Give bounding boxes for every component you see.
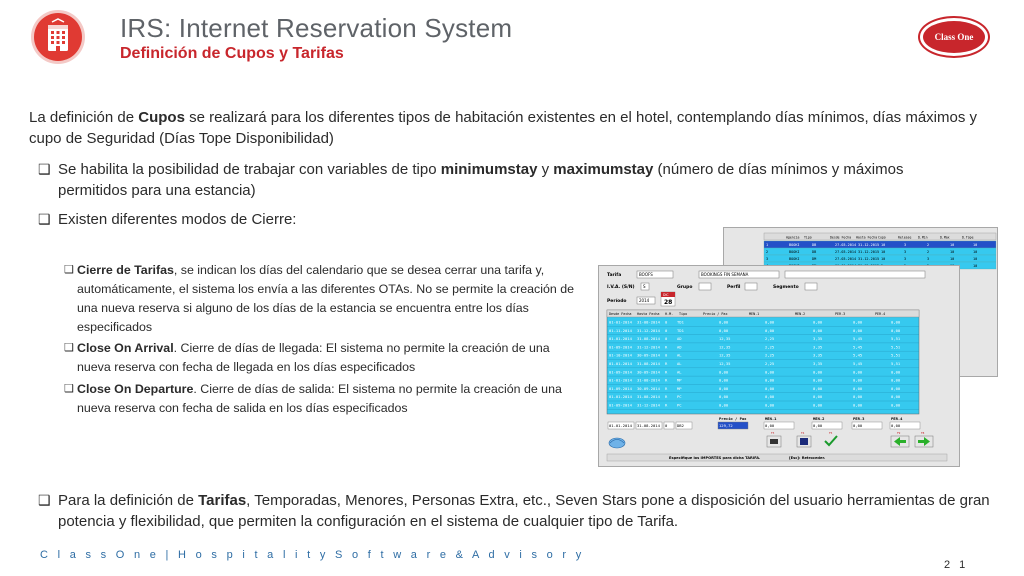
tarifas-cell[interactable]: 0,00 <box>891 394 901 400</box>
class-one-logo-text: Class One <box>934 32 974 42</box>
tarifa-extra-input[interactable] <box>785 271 925 278</box>
intro-text-strong: Cupos <box>138 109 185 126</box>
edit-input-value: 129,72 <box>719 423 733 428</box>
tarifas-cell[interactable]: R <box>665 361 668 366</box>
tarifas-cell[interactable]: 5,45 <box>853 352 863 358</box>
hotel-building-icon <box>34 13 82 61</box>
sub-bullet-strong: Close On Arrival <box>77 341 174 355</box>
cupos-cell: 27-03-2014 <box>835 243 857 247</box>
check-icon[interactable] <box>825 436 837 445</box>
cupos-cell: 31-12-2015 <box>858 257 880 261</box>
tarifas-cell[interactable]: R <box>665 344 668 350</box>
footer-company: C l a s s O n e | H o s p i t a l i t y S o f t w a r e & A d v i s o r y <box>40 549 585 561</box>
bullet-modos-cierre <box>38 209 638 230</box>
tarifas-cell[interactable]: AL <box>677 361 682 366</box>
tarifas-cell[interactable]: 0,00 <box>891 385 901 391</box>
tarifas-cell[interactable]: 0,00 <box>765 319 775 325</box>
tarifas-cell[interactable]: 0,00 <box>853 369 863 375</box>
cupos-cell: 10 <box>950 243 955 247</box>
edit-input-value: 0,00 <box>853 423 863 428</box>
cupos-cell: 3 <box>904 243 907 247</box>
edit-header-cell: MEN.1 <box>765 416 777 421</box>
cupos-cell: 1 <box>766 243 769 247</box>
tarifas-cell[interactable]: 0,00 <box>853 319 863 325</box>
cupos-cell: 31-12-2015 <box>858 250 880 254</box>
calendar-month: DIC <box>663 293 669 297</box>
tarifas-cell[interactable]: 0 <box>665 327 668 333</box>
tarifas-cell[interactable]: 0,00 <box>813 369 823 375</box>
tarifas-cell[interactable]: 01-09-2014 <box>609 344 632 350</box>
tarifas-cell[interactable]: R <box>665 394 668 400</box>
tarifas-form <box>599 266 961 468</box>
bullet-text: y <box>537 161 554 178</box>
calendar-day: 28 <box>664 299 673 306</box>
tarifas-cell[interactable]: 5,51 <box>891 352 901 358</box>
tarifas-cell[interactable]: 0,00 <box>813 402 823 408</box>
sub-bullet-cierre-tarifas <box>64 261 574 337</box>
tarifas-cell[interactable]: 31-08-2014 <box>637 361 660 366</box>
tarifas-cell[interactable]: 0,00 <box>719 327 729 333</box>
status-message: Especifique los IMPORTES para dicha TARIFA. <box>669 456 761 460</box>
tarifas-cell[interactable]: 0,00 <box>813 394 823 400</box>
tarifas-cell[interactable]: 12,35 <box>719 352 731 358</box>
tarifas-cell[interactable]: 0,00 <box>719 319 729 325</box>
perfil-input[interactable] <box>745 283 757 290</box>
edit-input-value: 0,00 <box>813 423 823 428</box>
edit-header-cell: PER.3 <box>853 416 865 421</box>
tarifas-cell[interactable]: 01-09-2014 <box>609 402 632 408</box>
page-title: IRS: Internet Reservation System <box>120 13 513 43</box>
tarifas-cell[interactable]: PC <box>677 394 682 400</box>
tarifas-cell[interactable]: 2,25 <box>765 336 775 342</box>
tarifas-cell[interactable]: 2,25 <box>765 352 775 358</box>
page-number: 2 1 <box>944 559 969 571</box>
tarifas-cell[interactable]: 0,00 <box>813 327 823 333</box>
tarifas-cell[interactable]: 0,00 <box>853 327 863 333</box>
page-subtitle: Definición de Cupos y Tarifas <box>120 45 344 62</box>
checkbox-bullet-icon: ❑ <box>38 211 51 227</box>
tarifas-cell[interactable]: 31-12-2014 <box>637 344 660 350</box>
cupos-header-cell: Desde Fecha <box>830 235 852 240</box>
bullet-text: (número de días mínimos y máximos permitidos para una estancia) <box>58 161 904 199</box>
tarifas-cell[interactable]: 31-12-2014 <box>637 327 660 333</box>
cupos-cell: 10 <box>881 243 886 247</box>
tarifas-cell[interactable]: 0,00 <box>719 385 729 391</box>
tarifas-header-cell: H.M. <box>665 312 674 316</box>
cupos-cell: 3 <box>766 257 769 261</box>
fkey-label: F4 <box>801 431 805 435</box>
tarifas-cell[interactable]: TD1 <box>677 319 684 325</box>
cupos-cell: 10 <box>950 257 955 261</box>
checkbox-bullet-icon: ❑ <box>64 383 74 395</box>
tarifas-cell[interactable]: 0,00 <box>813 319 823 325</box>
tarifas-cell[interactable]: 3,35 <box>813 361 823 366</box>
tarifa-desc-value: BOOKINGS FIN SEMANA <box>701 272 749 277</box>
edit-input-value: 0 <box>665 423 668 428</box>
tarifas-cell[interactable]: 0,00 <box>891 402 901 408</box>
tarifas-cell[interactable]: 0,00 <box>765 385 775 391</box>
cupos-header-cell: D.Tope <box>962 235 974 240</box>
tarifas-header-cell: MEN.2 <box>795 312 806 316</box>
tarifas-cell[interactable]: 31-08-2014 <box>637 377 660 383</box>
fkey-label: F8 <box>921 431 925 435</box>
cupos-cell: 10 <box>973 257 978 261</box>
cupos-cell: 2 <box>927 250 930 254</box>
tarifas-cell[interactable]: 01-09-2014 <box>609 369 632 375</box>
tarifas-cell[interactable]: 0,00 <box>891 319 901 325</box>
sub-bullet-text: . Cierre de días de salida: El sistema no permite la creación de una nueva reserva con fecha de salida en los días especificados <box>77 382 562 415</box>
tarifas-cell[interactable]: MP <box>677 377 682 383</box>
tarifas-cell[interactable]: 0 <box>665 336 668 342</box>
tarifas-cell[interactable]: 01-01-2014 <box>609 394 632 400</box>
tarifas-cell[interactable]: 0,00 <box>765 402 775 408</box>
segmento-input[interactable] <box>805 283 817 290</box>
tarifa-label: Tarifa <box>607 273 622 278</box>
tarifas-cell[interactable]: 5,51 <box>891 336 901 342</box>
tarifas-cell[interactable]: AD <box>677 344 682 350</box>
tarifas-cell[interactable]: 0,00 <box>853 385 863 391</box>
bullet-text: Para la definición de <box>58 492 199 509</box>
checkbox-bullet-icon: ❑ <box>64 342 74 354</box>
cupos-cell: DB <box>812 250 817 254</box>
cupos-header-cell: Agencia <box>786 235 800 240</box>
tarifas-cell[interactable]: 0,00 <box>891 369 901 375</box>
cupos-cell: 31-12-2015 <box>858 243 880 247</box>
tarifas-cell[interactable]: AL <box>677 352 682 358</box>
tarifas-cell[interactable]: 0,00 <box>765 327 775 333</box>
tarifas-cell[interactable]: R <box>665 402 668 408</box>
tarifas-cell[interactable]: 3,35 <box>813 352 823 358</box>
tarifas-header-cell: Desde Fecha <box>609 312 632 316</box>
tarifas-cell[interactable]: TD1 <box>677 327 684 333</box>
tarifas-cell[interactable]: AD <box>677 336 682 342</box>
tarifas-cell[interactable]: 01-01-2014 <box>609 377 632 383</box>
tarifas-cell[interactable]: 0,00 <box>853 377 863 383</box>
cupos-cell: 10 <box>950 250 955 254</box>
arrow-left-icon[interactable] <box>891 436 909 447</box>
tarifa-input-value: BOOFS <box>639 272 653 277</box>
tarifas-cell[interactable]: 2,25 <box>765 361 775 366</box>
edit-header-cell: MEN.2 <box>813 416 825 421</box>
tarifas-cell[interactable]: 30-09-2014 <box>637 385 660 391</box>
tarifas-header-cell: PER.3 <box>835 312 846 316</box>
edit-input-value: 0,00 <box>765 423 775 428</box>
tarifas-cell[interactable]: 30-09-2014 <box>637 352 660 358</box>
tarifas-cell[interactable]: 01-01-2014 <box>609 336 632 342</box>
bullet-tarifas <box>38 490 998 532</box>
checkbox-bullet-icon: ❑ <box>64 264 74 276</box>
cupos-cell: 10 <box>881 257 886 261</box>
class-one-logo <box>918 16 990 58</box>
tarifas-cell[interactable]: 0,00 <box>813 377 823 383</box>
sub-bullet-strong: Cierre de Tarifas <box>77 263 174 277</box>
tarifas-cell[interactable]: 01-01-2014 <box>609 319 632 325</box>
tarifas-cell[interactable]: 3,35 <box>813 344 823 350</box>
segmento-label: Segmento <box>773 285 799 290</box>
intro-text-post: se realizará para los diferentes tipos de habitación existentes en el hotel, contemplando días mínimos, días máximos y cupo de Seguridad (Días Tope Disponibilidad) <box>29 109 978 147</box>
sub-bullet-close-on-arrival <box>64 339 574 377</box>
cupos-cell: BOOKI <box>789 257 800 261</box>
periodo-value: 2014 <box>639 298 650 303</box>
tarifas-cell[interactable]: 0,00 <box>719 369 729 375</box>
bullet-strong: Tarifas <box>198 492 247 509</box>
tarifas-cell[interactable]: 0,00 <box>719 377 729 383</box>
tarifas-cell[interactable]: R <box>665 385 668 391</box>
tarifas-cell[interactable]: 01-11-2014 <box>609 327 632 333</box>
edit-input-value: 31-08-2014 <box>637 423 660 428</box>
sub-bullet-text: , se indican los días del calendario que se desea cerrar una tarifa y, automáticamente, el sistema los envía a las diferentes OTAs. No se permite la creación de una nueva reserva si alguno de los días de la estancia se encuentra entre los días especificados <box>77 263 575 334</box>
tarifas-cell[interactable]: 2,25 <box>765 344 775 350</box>
tarifas-cell[interactable]: AL <box>677 369 682 375</box>
tarifas-cell[interactable]: 5,51 <box>891 361 901 366</box>
cupos-header-cell: Release <box>898 235 912 240</box>
tarifas-cell[interactable]: 0,00 <box>891 327 901 333</box>
tarifas-cell[interactable]: 31-08-2014 <box>637 336 660 342</box>
sub-bullet-text: . Cierre de días de llegada: El sistema no permite la creación de una nueva reserva con fecha de llegada en los días especificados <box>77 341 550 374</box>
cupos-header-cell: D.Min <box>918 235 928 240</box>
cupos-header-cell: Cupo <box>878 235 886 240</box>
cupos-header-cell: D.Max <box>940 235 950 240</box>
checkbox-bullet-icon: ❑ <box>38 492 51 508</box>
cupos-cell: 3 <box>904 250 907 254</box>
cupos-cell: DM <box>812 257 817 261</box>
intro-paragraph <box>29 107 999 149</box>
tarifas-cell[interactable]: 5,45 <box>853 336 863 342</box>
cupos-cell: 27-03-2014 <box>835 250 857 254</box>
tarifas-cell[interactable]: 5,45 <box>853 344 863 350</box>
tarifas-cell[interactable]: 01-10-2014 <box>609 352 632 358</box>
cupos-cell: DB <box>812 243 817 247</box>
cupos-cell: 10 <box>881 250 886 254</box>
tarifas-header-cell: PER.4 <box>875 312 886 316</box>
tarifas-cell[interactable]: 0,00 <box>765 377 775 383</box>
grupo-label: Grupo <box>677 285 693 290</box>
edit-input-value: DB2 <box>677 423 684 428</box>
cupos-header-cell: Tipo <box>804 235 812 240</box>
bullet-strong: minimumstay <box>440 161 538 178</box>
status-bar <box>607 454 947 461</box>
checkbox-bullet-icon: ❑ <box>38 161 51 177</box>
tarifas-cell[interactable]: 31-08-2014 <box>637 319 660 325</box>
tarifas-cell[interactable]: 0,00 <box>853 402 863 408</box>
status-escape: [Esc]: Retroceder. <box>789 456 826 460</box>
tarifas-cell[interactable]: PC <box>677 402 682 408</box>
tarifas-header-cell: MEN.1 <box>749 312 760 316</box>
tarifas-cell[interactable]: 0 <box>665 352 668 358</box>
calendar-icon[interactable] <box>661 292 675 306</box>
cupos-cell: 10 <box>973 250 978 254</box>
tarifas-cell[interactable]: 0,00 <box>853 394 863 400</box>
tariff-app-screenshot <box>598 227 998 467</box>
cupos-cell: 3 <box>927 257 930 261</box>
tarifas-header-cell: Precio / Pax <box>703 312 728 316</box>
tarifas-cell[interactable]: 01-09-2014 <box>609 385 632 391</box>
tarifas-cell[interactable]: MP <box>677 385 682 391</box>
tarifas-cell[interactable]: 0,00 <box>765 394 775 400</box>
cupos-cell: 10 <box>973 264 978 268</box>
tarifas-cell[interactable]: 5,45 <box>853 361 863 366</box>
fkey-label: F9 <box>897 431 901 435</box>
fkey-label: F3 <box>771 431 775 435</box>
perfil-label: Perfil <box>727 285 741 290</box>
tarifas-cell[interactable]: 31-12-2014 <box>637 402 660 408</box>
tarifas-cell[interactable]: R <box>665 377 668 383</box>
cupos-cell: 3 <box>904 257 907 261</box>
cupos-cell: BOOKI <box>789 250 800 254</box>
cupos-cell: 27-03-2014 <box>835 257 857 261</box>
bullet-text: Existen diferentes modos de Cierre: <box>58 211 297 228</box>
tarifas-cell[interactable]: 12,35 <box>719 361 731 366</box>
sub-bullet-close-on-departure <box>64 380 574 418</box>
tarifas-window <box>598 265 960 467</box>
save-icon[interactable] <box>797 436 811 447</box>
intro-text-pre: La definición de <box>29 109 139 126</box>
cupos-cell: BOOKI <box>789 243 800 247</box>
tarifas-header-cell: Tipo <box>679 312 688 316</box>
bullet-text: , Temporadas, Menores, Personas Extra, etc., Seven Stars pone a disposición del usuario herramientas de gran potencia y flexibilidad, que permiten la configuración en el sistema de cualquier tipo de Tarifa. <box>58 492 990 530</box>
tarifas-cell[interactable]: 0,00 <box>813 385 823 391</box>
tarifas-cell[interactable]: 31-08-2014 <box>637 394 660 400</box>
edit-input-value: 01-01-2014 <box>609 423 632 428</box>
sub-bullet-strong: Close On Departure <box>77 382 194 396</box>
cupos-cell: 2 <box>927 243 930 247</box>
print-icon[interactable] <box>767 436 781 447</box>
cupos-cell: 10 <box>973 243 978 247</box>
world-icon[interactable] <box>609 438 625 448</box>
iva-input-value: S <box>643 284 646 289</box>
edit-input-value: 0,00 <box>891 423 901 428</box>
tarifas-cell[interactable]: 12,35 <box>719 344 731 350</box>
bullet-text: Se habilita la posibilidad de trabajar con variables de tipo <box>58 161 441 178</box>
grupo-input[interactable] <box>699 283 711 290</box>
tarifas-cell[interactable]: 0,00 <box>765 369 775 375</box>
tarifas-cell[interactable]: 0,00 <box>891 377 901 383</box>
tarifas-cell[interactable]: 0,00 <box>719 402 729 408</box>
tarifas-header-cell: Hasta Fecha <box>637 312 660 316</box>
tarifas-cell[interactable]: 3,35 <box>813 336 823 342</box>
edit-header-cell: PER.4 <box>891 416 903 421</box>
edit-header-cell: Precio / Pax <box>719 416 747 421</box>
tarifas-cell[interactable]: 30-09-2014 <box>637 369 660 375</box>
tarifas-cell[interactable]: 01-01-2014 <box>609 361 632 366</box>
brand-badge-icon <box>34 13 82 61</box>
bullet-strong: maximumstay <box>553 161 654 178</box>
periodo-label: Período <box>607 299 627 304</box>
tarifas-cell[interactable]: 12,35 <box>719 336 731 342</box>
iva-label: I.V.A. (S/N) <box>607 285 635 290</box>
cupos-header-cell: Hasta Fecha <box>856 235 878 240</box>
arrow-right-icon[interactable] <box>915 436 933 447</box>
fkey-label: F5 <box>829 431 833 435</box>
tarifas-cell[interactable]: R <box>665 369 668 375</box>
bullet-minimumstay <box>38 159 958 201</box>
tarifas-cell[interactable]: 0,00 <box>719 394 729 400</box>
tarifas-cell[interactable]: 5,51 <box>891 344 901 350</box>
cupos-cell: 2 <box>766 250 769 254</box>
tarifas-cell[interactable]: 0 <box>665 319 668 325</box>
